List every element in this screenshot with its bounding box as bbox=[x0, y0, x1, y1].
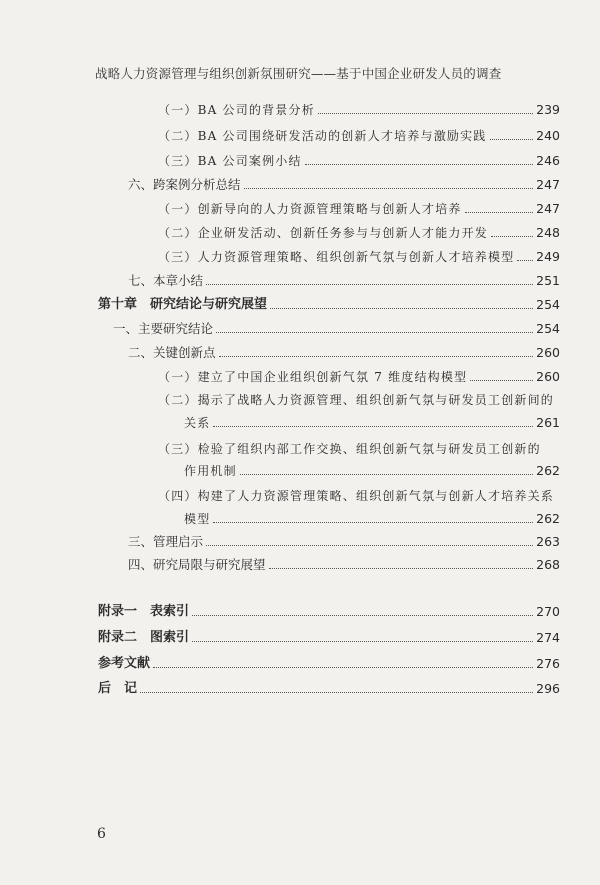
toc-entry[interactable] bbox=[128, 273, 560, 289]
toc-appendix[interactable] bbox=[98, 656, 560, 672]
toc-entry-page: 249 bbox=[536, 249, 560, 264]
leader-dots bbox=[470, 380, 533, 381]
toc-appendix[interactable] bbox=[98, 604, 560, 620]
toc-entry-title: （三）BA 公司案例小结 bbox=[158, 154, 302, 168]
toc-entry-page: 260 bbox=[536, 345, 560, 360]
toc-entry[interactable] bbox=[158, 201, 560, 217]
leader-dots bbox=[318, 113, 533, 114]
toc-entry-title: 六、跨案例分析总结 bbox=[128, 177, 241, 192]
toc-entry[interactable] bbox=[158, 128, 560, 144]
toc-entry-title: 三、管理启示 bbox=[128, 534, 204, 549]
toc-entry-page: 251 bbox=[536, 273, 560, 288]
toc-appendix-title: 参考文献 bbox=[98, 656, 151, 671]
toc-entry[interactable] bbox=[128, 345, 560, 361]
toc-appendix-title: 后 记 bbox=[98, 681, 138, 696]
toc-entry-continuation: 关系 bbox=[184, 416, 211, 430]
toc-entry-title: （二）揭示了战略人力资源管理、组织创新气氛与研发员工创新间的 bbox=[158, 393, 555, 407]
leader-dots bbox=[192, 615, 533, 616]
toc-entry-title: （四）构建了人力资源管理策略、组织创新气氛与创新人才培养关系 bbox=[158, 489, 555, 503]
toc-entry-title: （一）BA 公司的背景分析 bbox=[158, 103, 315, 117]
toc-entry[interactable] bbox=[184, 511, 560, 527]
leader-dots bbox=[219, 356, 534, 357]
toc-entry-page: 240 bbox=[536, 128, 560, 143]
toc-entry-page: 268 bbox=[536, 557, 560, 572]
toc-entry[interactable] bbox=[128, 534, 560, 550]
toc-entry-page: 254 bbox=[536, 321, 560, 336]
leader-dots bbox=[270, 308, 533, 309]
toc-chapter-title: 第十章 研究结论与研究展望 bbox=[98, 297, 268, 312]
running-header: 战略人力资源管理与组织创新氛围研究——基于中国企业研发人员的调查 bbox=[95, 66, 502, 81]
leader-dots bbox=[216, 332, 533, 333]
toc-entry-title: 二、关键创新点 bbox=[128, 345, 216, 360]
toc-entry-title: （三）人力资源管理策略、组织创新气氛与创新人才培养模型 bbox=[158, 250, 515, 264]
leader-dots bbox=[153, 667, 533, 668]
toc-entry[interactable] bbox=[184, 463, 560, 479]
leader-dots bbox=[517, 260, 533, 261]
leader-dots bbox=[490, 139, 534, 140]
leader-dots bbox=[465, 212, 534, 213]
toc-entry-title: （二）企业研发活动、创新任务参与与创新人才能力开发 bbox=[158, 226, 489, 240]
leader-dots bbox=[240, 474, 533, 475]
toc-entry-page: 274 bbox=[536, 630, 560, 645]
toc-entry-page: 262 bbox=[536, 463, 560, 478]
toc-entry-title: 四、研究局限与研究展望 bbox=[128, 557, 266, 572]
toc-entry-page: 247 bbox=[536, 177, 560, 192]
toc-entry[interactable] bbox=[128, 177, 560, 193]
leader-dots bbox=[206, 284, 533, 285]
leader-dots bbox=[244, 188, 534, 189]
toc-entry-page: 276 bbox=[536, 656, 560, 671]
toc-chapter[interactable] bbox=[98, 297, 560, 313]
leader-dots bbox=[491, 236, 533, 237]
toc-entry[interactable] bbox=[113, 321, 560, 337]
toc-entry-title: （三）检验了组织内部工作交换、组织创新气氛与研发员工创新的 bbox=[158, 442, 541, 456]
toc-entry-continuation: 作用机制 bbox=[184, 464, 237, 478]
toc-appendix[interactable] bbox=[98, 630, 560, 646]
toc-entry-page: 262 bbox=[536, 511, 560, 526]
toc-appendix-title: 附录二 图索引 bbox=[98, 630, 190, 645]
toc-entry-page: 254 bbox=[536, 297, 560, 312]
toc-entry-page: 296 bbox=[536, 681, 560, 696]
toc-entry-page: 247 bbox=[536, 201, 560, 216]
page-number: 6 bbox=[97, 826, 106, 842]
toc-entry-title: （二）BA 公司围绕研发活动的创新人才培养与激励实践 bbox=[158, 129, 487, 143]
toc-entry-title: （一）建立了中国企业组织创新气氛 7 维度结构模型 bbox=[158, 370, 468, 384]
toc-entry-page: 248 bbox=[536, 225, 560, 240]
toc-entry[interactable] bbox=[158, 153, 560, 169]
toc-entry-page: 260 bbox=[536, 369, 560, 384]
toc-entry-title: （一）创新导向的人力资源管理策略与创新人才培养 bbox=[158, 202, 462, 216]
leader-dots bbox=[269, 568, 534, 569]
toc-entry-page: 270 bbox=[536, 604, 560, 619]
leader-dots bbox=[206, 545, 533, 546]
toc-appendix-title: 附录一 表索引 bbox=[98, 604, 190, 619]
leader-dots bbox=[305, 164, 533, 165]
toc-entry[interactable] bbox=[184, 415, 560, 431]
toc-entry[interactable] bbox=[158, 225, 560, 241]
toc-entry[interactable] bbox=[158, 102, 560, 118]
toc-entry-title: 七、本章小结 bbox=[128, 273, 204, 288]
toc-entry-page: 239 bbox=[536, 102, 560, 117]
leader-dots bbox=[213, 426, 533, 427]
toc-entry-continuation: 模型 bbox=[184, 512, 211, 526]
leader-dots bbox=[140, 692, 533, 693]
leader-dots bbox=[213, 522, 533, 523]
bleed-through-decoration: · · bbox=[530, 108, 541, 121]
toc-entry-title: 一、主要研究结论 bbox=[113, 321, 214, 336]
toc-entry[interactable] bbox=[128, 557, 560, 573]
toc-entry[interactable] bbox=[158, 249, 560, 265]
toc-entry-page: 263 bbox=[536, 534, 560, 549]
toc-entry[interactable] bbox=[158, 369, 560, 385]
toc-appendix[interactable] bbox=[98, 681, 560, 697]
toc-entry-page: 246 bbox=[536, 153, 560, 168]
leader-dots bbox=[192, 641, 533, 642]
toc-entry-page: 261 bbox=[536, 415, 560, 430]
